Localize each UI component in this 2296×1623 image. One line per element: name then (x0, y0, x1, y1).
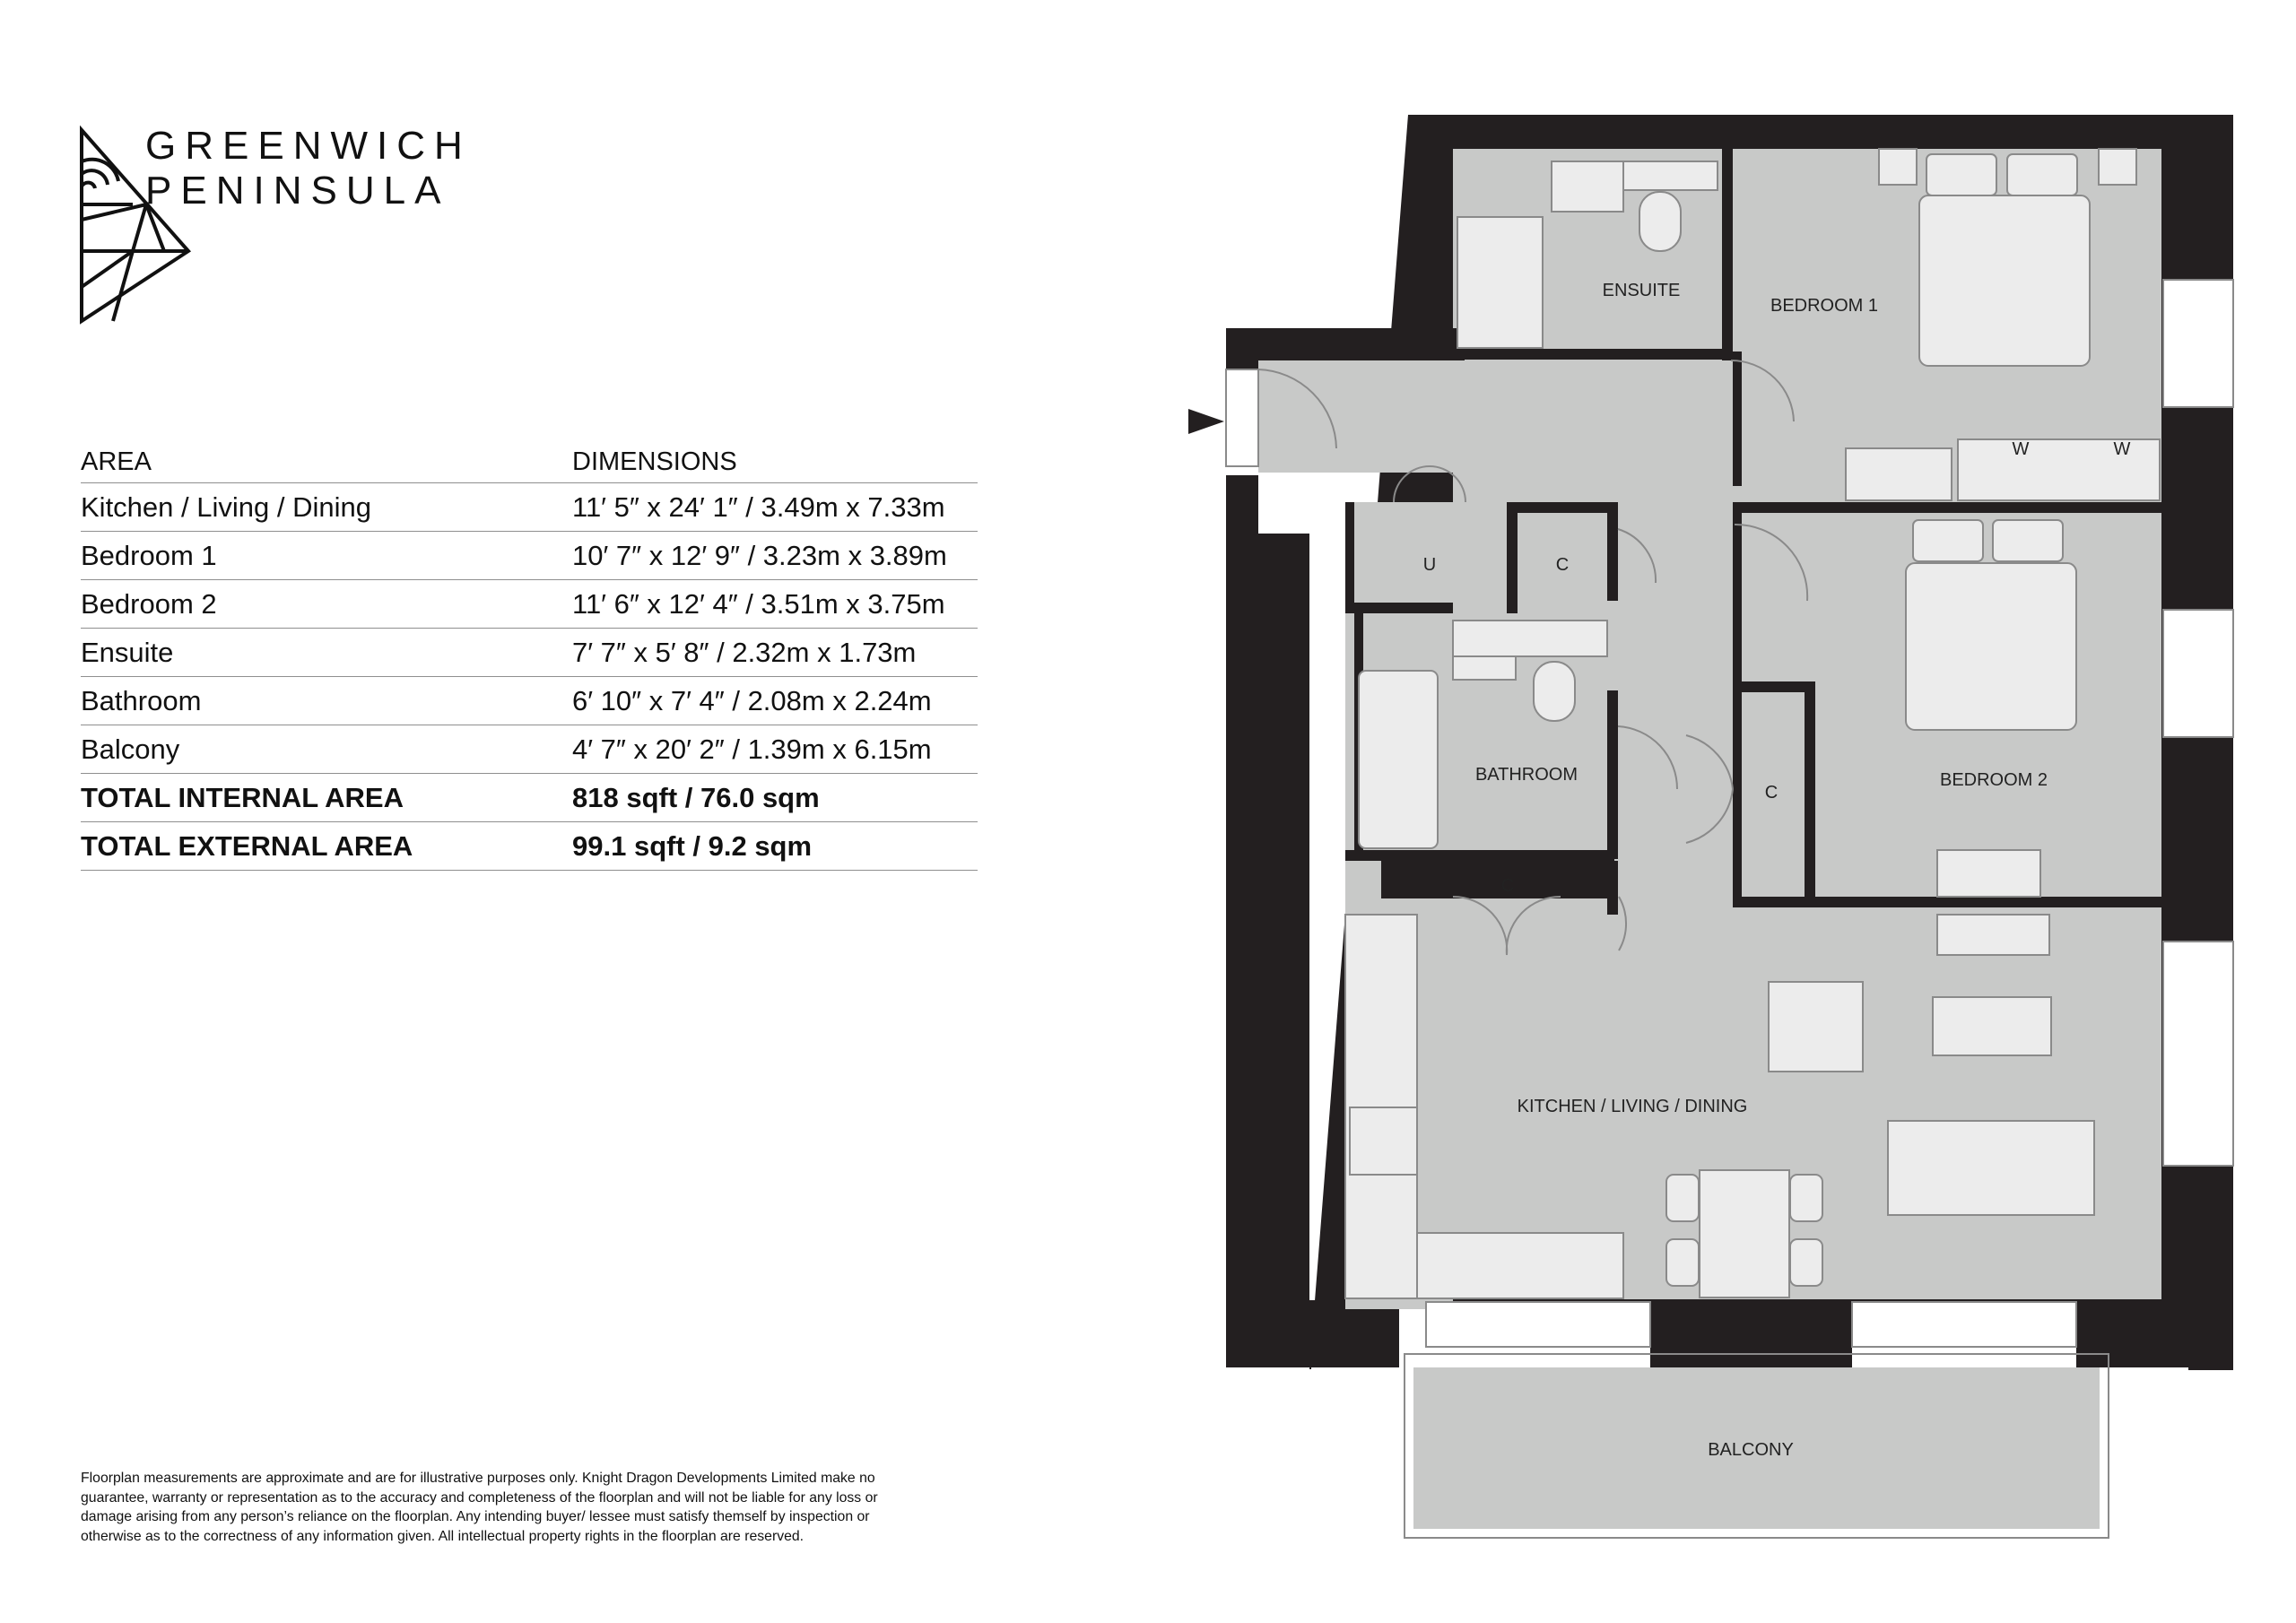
wardrobe-label: W (2012, 439, 2030, 459)
dining-chair (1790, 1239, 1822, 1286)
entrance-arrow-icon (1188, 409, 1224, 434)
ensuite-counter (1623, 161, 1718, 190)
bathroom-counter (1453, 621, 1607, 656)
area-header: AREA (81, 439, 572, 483)
area-cell: Balcony (81, 725, 572, 774)
dimensions-header: DIMENSIONS (572, 439, 978, 483)
bed-2 (1906, 563, 2076, 730)
ensuite-toilet (1639, 192, 1681, 251)
total-external-label: TOTAL EXTERNAL AREA (81, 822, 572, 871)
dimensions-cell: 7′ 7″ x 5′ 8″ / 2.32m x 1.73m (572, 629, 978, 677)
coffee-table (1933, 997, 2051, 1055)
brand-name-line2: PENINSULA (145, 169, 450, 213)
dimensions-cell: 11′ 5″ x 24′ 1″ / 3.49m x 7.33m (572, 483, 978, 532)
bathroom-toilet (1534, 662, 1575, 721)
armchair (1769, 982, 1863, 1072)
total-internal-value: 818 sqft / 76.0 sqm (572, 774, 978, 822)
area-cell: Bathroom (81, 677, 572, 725)
kitchen-living-dining-label: KITCHEN / LIVING / DINING (1517, 1097, 1748, 1116)
dimensions-cell: 4′ 7″ x 20′ 2″ / 1.39m x 6.15m (572, 725, 978, 774)
desk-1 (1846, 448, 1952, 500)
sink-counter (1417, 1233, 1623, 1298)
ensuite-basin (1552, 161, 1623, 212)
disclaimer-text: Floorplan measurements are approximate and are for illustrative purposes only. Knight Dragon Developments Limited make no guarantee, warranty or representation as to the accuracy and completeness of the floorplan and will not be liable for any loss or damage arising from any person’s reliance on the floorplan. Any intending buyer/ lessee must satisfy themself by inspection or otherwise as to the correctness of any information given. All intellectual property rights in the floorplan are reserved. (81, 1471, 878, 1544)
dining-chair (1790, 1175, 1822, 1221)
sofa (1888, 1121, 2094, 1215)
desk-2 (1937, 850, 2040, 897)
wardrobe-label: W (2113, 439, 2131, 459)
ensuite-label: ENSUITE (1602, 281, 1681, 300)
shower-tray (1457, 217, 1543, 348)
bedside-table (2099, 149, 2136, 185)
area-cell: Kitchen / Living / Dining (81, 483, 572, 532)
dining-chair (1666, 1239, 1699, 1286)
cupboard-label: C (1500, 876, 1515, 896)
hob (1350, 1107, 1417, 1175)
bed-2-pillow (1993, 520, 2063, 561)
bedside-table (1879, 149, 1917, 185)
tv-unit (1937, 915, 2049, 955)
dimensions-cell: 11′ 6″ x 12′ 4″ / 3.51m x 3.75m (572, 580, 978, 629)
dining-chair (1666, 1175, 1699, 1221)
bathtub (1359, 671, 1438, 848)
utility-cupboard-label: U (1422, 555, 1437, 575)
bedroom-1-label: BEDROOM 1 (1770, 296, 1879, 316)
dimensions-cell: 6′ 10″ x 7′ 4″ / 2.08m x 2.24m (572, 677, 978, 725)
bed-2-pillow (1913, 520, 1983, 561)
area-cell: Bedroom 1 (81, 532, 572, 580)
brand-name-line1: GREENWICH (145, 124, 472, 168)
cupboard-label: C (1555, 555, 1570, 575)
cupboard-label: C (1764, 783, 1779, 803)
area-cell: Ensuite (81, 629, 572, 677)
bed-1 (1919, 195, 2090, 366)
dining-table (1700, 1170, 1789, 1298)
bed-1-pillow (2007, 154, 2077, 195)
bedroom-2-label: BEDROOM 2 (1939, 770, 2048, 790)
balcony-label: BALCONY (1708, 1440, 1794, 1460)
total-internal-label: TOTAL INTERNAL AREA (81, 774, 572, 822)
bed-1-pillow (1926, 154, 1996, 195)
total-external-value: 99.1 sqft / 9.2 sqm (572, 822, 978, 871)
bathroom-label: BATHROOM (1474, 765, 1578, 785)
area-cell: Bedroom 2 (81, 580, 572, 629)
dimensions-cell: 10′ 7″ x 12′ 9″ / 3.23m x 3.89m (572, 532, 978, 580)
